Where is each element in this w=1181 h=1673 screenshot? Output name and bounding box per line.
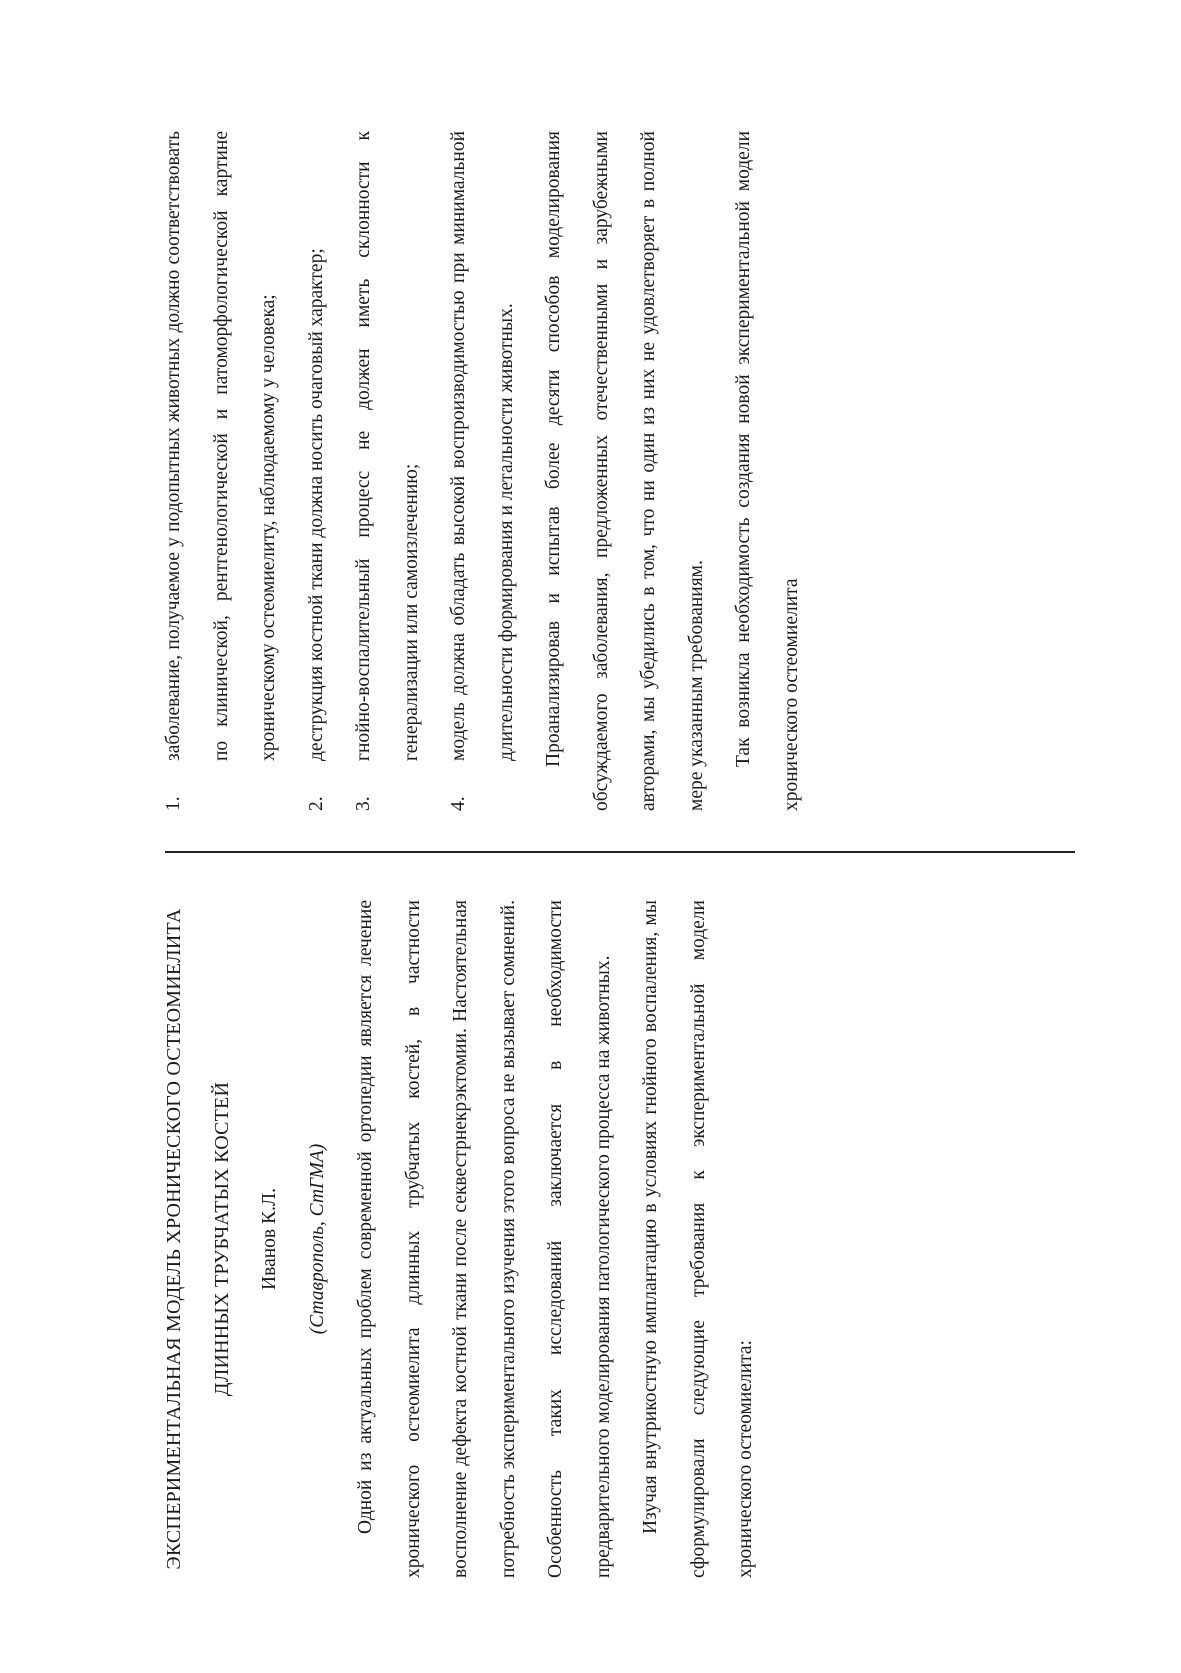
article-title: ЭКСПЕРИМЕНТАЛЬНАЯ МОДЕЛЬ ХРОНИЧЕСКОГО ОСТЕОМИЕЛИТА ДЛИННЫХ ТРУБЧАТЫХ КОСТЕЙ (163, 908, 233, 1570)
requirement-item (150, 131, 293, 811)
requirement-number: 2. (305, 796, 327, 811)
requirement-text: деструкция костной ткани должна носить очаговый характер; (305, 248, 327, 761)
requirement-number: 3. (353, 796, 374, 811)
closing-paragraph-2: Так возникла необходимость создания новой экспериментальной модели хронического остеомиелита (733, 131, 802, 811)
article-author: Иванов К.Л. (259, 1188, 280, 1290)
closing-paragraph-1: Проанализировав и испытав более десяти способов моделирования обсуждаемого заболевания, предложенных отечественными и зарубежными авторами, мы убедились в том, что ни один из них не удовлетворяет в полной мере указанным требованиям. (543, 131, 707, 811)
requirement-number: 4. (448, 796, 469, 811)
requirement-text: модель должна обладать высокой воспроизводимостью при минимальной длительности формирования и летальности животных. (448, 131, 517, 761)
intro-paragraph-1: Одной из актуальных проблем современной ортопедии является лечение хронического остеомиелита длинных трубчатых костей, в частности восполнение дефекта костной ткани после секвестрнекрэктомии. Настоятельная потребность экспериментального изучения этого вопроса не вызывает сомнений. Особенность таких исследований заключается в необходимости предварительного моделирования патологического процесса на животных. (355, 900, 614, 1578)
requirements-list (150, 131, 530, 811)
requirement-item (340, 131, 435, 811)
requirement-item (293, 131, 341, 811)
requirement-text: гнойно-воспалительный процесс не должен иметь склонности к генерализации или самоизлечению; (353, 131, 422, 761)
intro-paragraph-2: Изучая внутрикостную имплантацию в условиях гнойного воспаления, мы сформулировали следующие требования к экспериментальной модели хронического остеомиелита: (640, 900, 756, 1578)
article-affiliation: (Ставрополь, СтГМА) (307, 1143, 328, 1335)
requirement-item (435, 131, 530, 811)
column-divider (165, 851, 1075, 853)
requirement-number: 1. (163, 796, 184, 811)
left-column (150, 900, 770, 1578)
right-column (150, 131, 815, 811)
requirement-text: заболевание, получаемое у подопытных животных должно соответствовать по клинической, рентгенологической и патоморфологической картине хроническому остеомиелиту, наблюдаемому у человека; (163, 131, 279, 761)
